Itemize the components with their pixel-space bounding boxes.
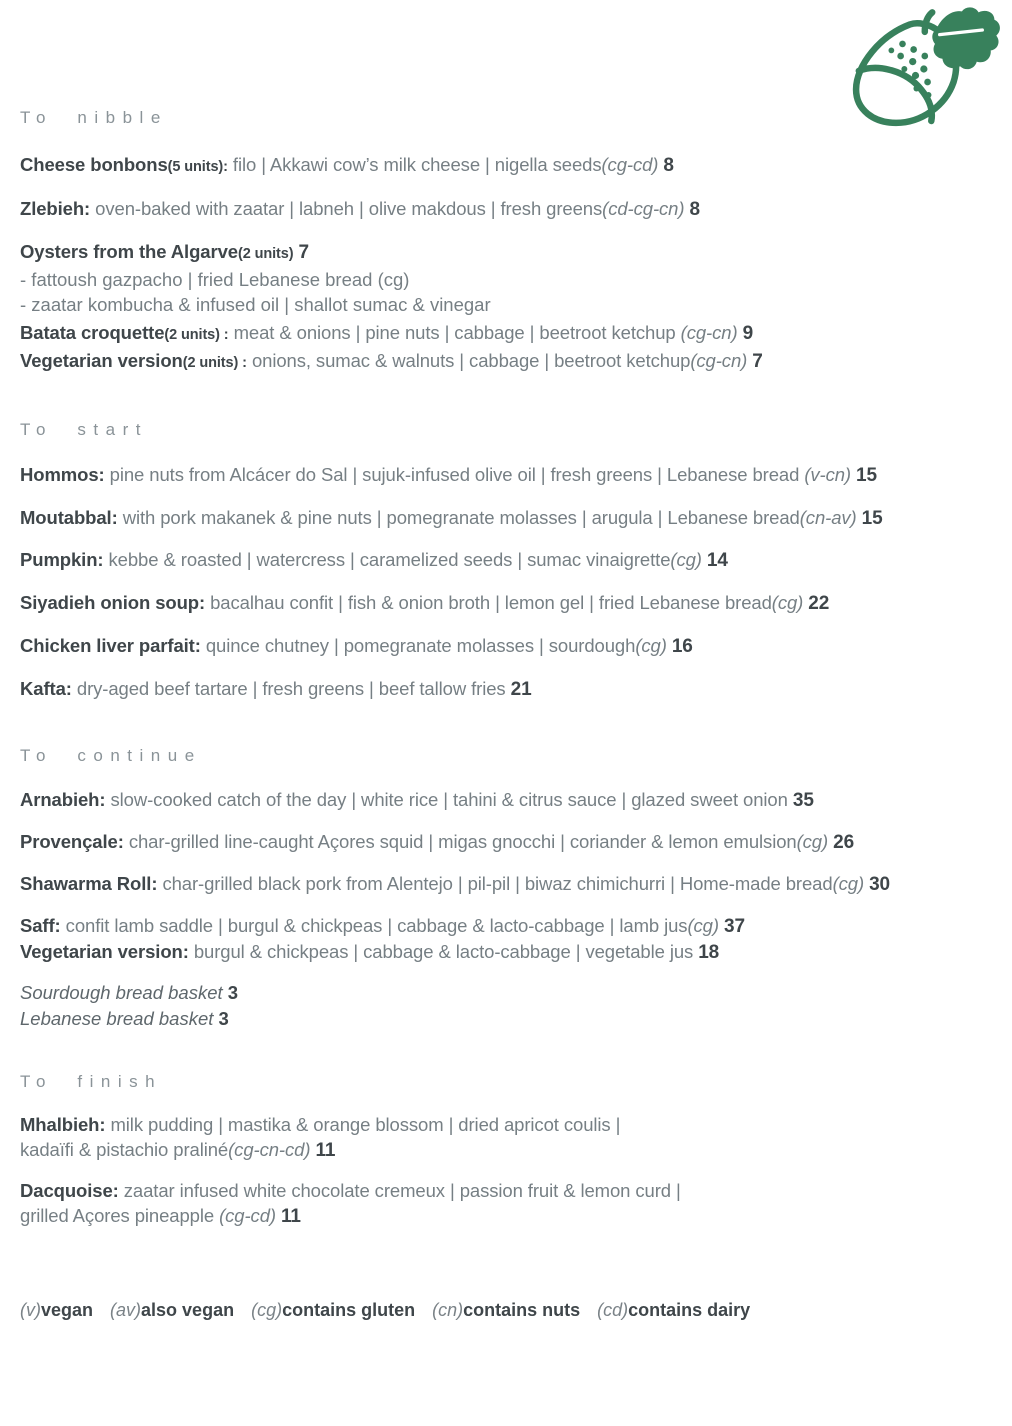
item-allergen-tag: (cg) <box>796 831 829 852</box>
menu-item-moutabbal <box>20 505 883 531</box>
item-allergen-tag: (cg) <box>832 873 865 894</box>
item-description: confit lamb saddle | burgul & chickpeas | cabbage & lacto-cabbage | lamb jus <box>65 915 688 936</box>
item-name: Dacquoise: <box>20 1180 119 1201</box>
item-description: zaatar infused white chocolate cremeux | passion fruit & lemon curd | <box>123 1180 681 1201</box>
item-name: Hommos: <box>20 464 105 485</box>
item-allergen-tag: (cg) <box>670 549 702 570</box>
legend-code: (av) <box>110 1300 142 1320</box>
menu-item-oysters <box>20 239 491 317</box>
legend-label: contains dairy <box>628 1300 751 1320</box>
acorn-oak-leaf-icon <box>842 4 1002 134</box>
item-description: burgul & chickpeas | cabbage & lacto-cabbage | vegetable jus <box>193 941 694 962</box>
item-subline-text: - zaatar kombucha & infused oil | shallot sumac & vinegar <box>20 294 491 315</box>
menu-item-arnabieh <box>20 787 814 813</box>
item-allergen-tag: (v-cn) <box>804 464 851 485</box>
item-description: milk pudding | mastika & orange blossom | dried apricot coulis | <box>110 1114 621 1135</box>
section-to-start <box>20 420 148 440</box>
menu-item-siyadieh-onion-soup <box>20 590 829 616</box>
item-description: onions, sumac & walnuts | cabbage | beetroot ketchup <box>251 350 691 371</box>
item-name: Kafta: <box>20 678 72 699</box>
item-price: 37 <box>723 916 745 937</box>
item-name: Moutabbal: <box>20 507 118 528</box>
item-description: quince chutney | pomegranate molasses | sourdough <box>205 635 636 656</box>
legend-label: contains nuts <box>463 1300 581 1320</box>
item-allergen-tag: (cg-cd) <box>219 1205 276 1226</box>
item-price: 15 <box>861 508 883 529</box>
item-description: char-grilled line-caught Açores squid | migas gnocchi | coriander & lemon emulsion <box>128 831 797 852</box>
basket-label: Sourdough bread basket <box>20 982 223 1003</box>
menu-item-dacquoise <box>20 1178 681 1229</box>
item-price: 15 <box>856 465 877 486</box>
section-to-nibble <box>20 108 168 128</box>
item-subline <box>20 267 491 292</box>
item-price: 11 <box>281 1206 301 1227</box>
item-price: 7 <box>298 242 309 263</box>
item-name: Cheese bonbons <box>20 154 168 175</box>
item-units: (5 units): <box>167 159 228 175</box>
legend-code: (cn) <box>432 1300 464 1320</box>
menu-item-pumpkin <box>20 547 728 573</box>
item-allergen-tag: (cg-cn) <box>690 350 748 371</box>
allergen-legend <box>20 1300 750 1321</box>
item-name: Pumpkin: <box>20 549 104 570</box>
item-subline <box>20 292 491 317</box>
section-title: To finish <box>20 1072 163 1091</box>
item-description: char-grilled black pork from Alentejo | pil-pil | biwaz chimichurri | Home-made bread <box>162 873 833 894</box>
item-name: Shawarma Roll: <box>20 873 158 894</box>
item-price: 21 <box>510 679 532 700</box>
section-to-continue <box>20 746 202 766</box>
menu-item-shawarma-roll <box>20 871 890 897</box>
item-price: 22 <box>808 593 830 614</box>
item-units: (2 units) : <box>182 355 247 371</box>
item-units: (2 units) <box>237 246 294 262</box>
item-price: 26 <box>833 832 855 853</box>
item-price: 18 <box>698 942 720 963</box>
item-description: meat & onions | pine nuts | cabbage | beetroot ketchup <box>233 322 676 343</box>
menu-item-saff <box>20 913 745 965</box>
item-name: Vegetarian version: <box>20 941 189 962</box>
menu-item-mhalbieh <box>20 1112 620 1163</box>
item-name: Batata croquette <box>20 322 165 343</box>
menu-item-batata-croquette <box>20 320 763 376</box>
basket-price: 3 <box>218 1008 229 1029</box>
section-title: To nibble <box>20 108 168 127</box>
item-description: slow-cooked catch of the day | white rice | tahini & citrus sauce | glazed sweet onion <box>110 789 788 810</box>
basket-price: 3 <box>227 982 239 1003</box>
legend-code: (v) <box>20 1300 41 1320</box>
item-name: Siyadieh onion soup: <box>20 592 206 613</box>
item-allergen-tag: (cg-cn) <box>680 322 738 343</box>
item-name: Chicken liver parfait: <box>20 635 201 656</box>
menu-item-zlebieh <box>20 196 700 222</box>
item-price: 16 <box>671 636 693 657</box>
menu-item-provencale <box>20 829 854 855</box>
menu-item-kafta <box>20 676 532 702</box>
item-price: 14 <box>706 550 728 571</box>
item-price: 11 <box>315 1140 336 1161</box>
section-title: To start <box>20 420 148 439</box>
item-price: 7 <box>752 351 763 372</box>
section-title: To continue <box>20 746 202 765</box>
item-name: Mhalbieh: <box>20 1114 106 1135</box>
item-subline-text: - fattoush gazpacho | fried Lebanese bread <box>20 269 378 290</box>
item-description: dry-aged beef tartare | fresh greens | beef tallow fries <box>76 678 506 699</box>
basket-label: Lebanese bread basket <box>20 1008 214 1029</box>
basket-item <box>20 1006 238 1032</box>
item-price: 8 <box>663 155 674 176</box>
item-allergen-tag: (cg-cd) <box>601 154 659 175</box>
item-name: Arnabieh: <box>20 789 106 810</box>
item-allergen-tag: (cg) <box>377 269 410 290</box>
menu-item-cheese-bonbons <box>20 152 674 180</box>
legend-label: vegan <box>41 1300 94 1320</box>
item-description: filo | Akkawi cow’s milk cheese | nigella seeds <box>232 154 602 175</box>
item-allergen-tag: (cg) <box>771 592 804 613</box>
item-name: Provençale: <box>20 831 124 852</box>
item-allergen-tag: (cg) <box>687 915 719 936</box>
item-description-line2: grilled Açores pineapple <box>20 1205 215 1226</box>
item-allergen-tag: (cg) <box>635 635 667 656</box>
item-allergen-tag: (cg-cn-cd) <box>228 1139 311 1160</box>
menu-item-hommos <box>20 462 877 488</box>
item-price: 8 <box>689 199 700 220</box>
legend-code: (cd) <box>597 1300 629 1320</box>
item-allergen-tag: (cd-cg-cn) <box>602 198 685 219</box>
item-name: Saff: <box>20 915 61 936</box>
item-name: Vegetarian version <box>20 350 183 371</box>
item-description: bacalhau confit | fish & onion broth | lemon gel | fried Lebanese bread <box>210 592 772 613</box>
item-price: 30 <box>869 874 891 895</box>
item-description: with pork makanek & pine nuts | pomegranate molasses | arugula | Lebanese bread <box>122 507 800 528</box>
item-description: kebbe & roasted | watercress | caramelized seeds | sumac vinaigrette <box>108 549 671 570</box>
legend-code: (cg) <box>251 1300 283 1320</box>
bread-baskets <box>20 980 238 1032</box>
section-to-finish <box>20 1072 162 1092</box>
item-name: Oysters from the Algarve <box>20 241 238 262</box>
legend-label: also vegan <box>141 1300 235 1320</box>
item-price: 9 <box>742 323 754 344</box>
item-description: pine nuts from Alcácer do Sal | sujuk-infused olive oil | fresh greens | Lebanese bread <box>109 464 800 485</box>
item-units: (2 units) : <box>164 327 229 343</box>
basket-item <box>20 980 238 1006</box>
item-description-line2: kadaïfi & pistachio praliné <box>20 1139 229 1160</box>
item-price: 35 <box>792 790 814 811</box>
legend-label: contains gluten <box>282 1300 416 1320</box>
item-allergen-tag: (cn-av) <box>799 507 857 528</box>
item-description: oven-baked with zaatar | labneh | olive makdous | fresh greens <box>95 198 603 219</box>
menu-item-chicken-liver-parfait <box>20 633 693 659</box>
item-name: Zlebieh: <box>20 198 91 219</box>
